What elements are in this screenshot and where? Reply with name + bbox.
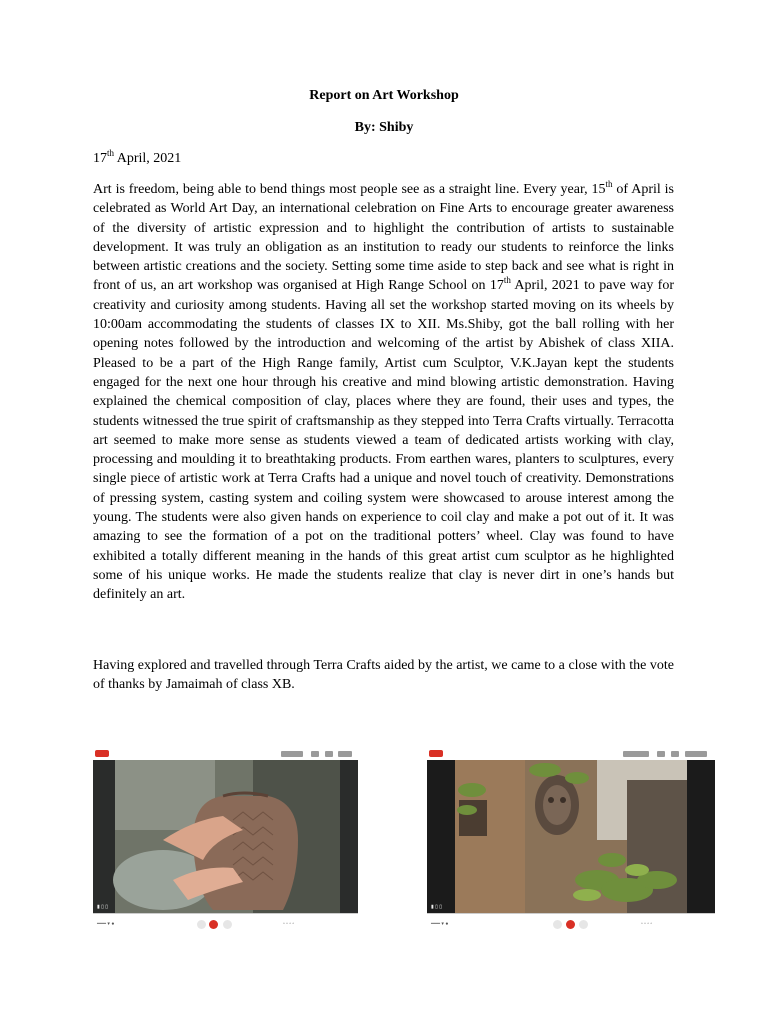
date-rest: April, 2021 (114, 151, 182, 166)
meeting-details-text: ━━━ ▾ ● (97, 921, 115, 927)
date-suffix: th (107, 148, 115, 158)
meeting-actions-text: ▫ ▫ ▫ ▫ (283, 921, 295, 927)
mic-icon (197, 920, 206, 929)
date-day: 17 (93, 151, 107, 166)
workshop-photo-terracotta (427, 748, 715, 936)
paragraph-1-part-2: of April is celebrated as World Art Day, an international celebration on Fine Arts to encourage greater awareness of the diversity of artistic expression and to highlight the contribution of artists to sustainable development. It was truly an obligation as an institution to ready our students to reinforce the links between artistic creations and the society. Setting some time aside to step back and see what is right in front of us, an art workshop was organised at High Range School on 17 (93, 182, 675, 294)
meeting-control-bar (427, 913, 715, 936)
terracotta-video-frame (427, 760, 715, 914)
paragraph-2: Having explored and travelled through Terra Crafts aided by the artist, we came to a close with the vote of thanks by Jamaimah of class XB. (93, 658, 674, 693)
meeting-details-text: ━━━ ▾ ● (431, 921, 449, 927)
recording-indicator (429, 750, 443, 757)
workshop-photo-pottery (93, 748, 358, 936)
participant-label: ▮ ▯ ▯ (431, 904, 443, 910)
camera-icon (579, 920, 588, 929)
paragraph-1-sup-2: th (503, 275, 511, 286)
end-call-icon (209, 920, 218, 929)
paragraph-1 (93, 180, 674, 605)
meeting-actions-text: ▫ ▫ ▫ ▫ (641, 921, 653, 927)
paragraph-1-part-1: Art is freedom, being able to bend things most people see as a straight line. Every year, 15 (93, 182, 606, 197)
mic-icon (553, 920, 562, 929)
paragraph-1-sup-1: th (605, 179, 613, 189)
report-date (93, 148, 182, 167)
participant-label: ▮ ▯ ▯ (97, 904, 109, 910)
meeting-control-bar (93, 913, 358, 936)
report-byline: By: Shiby (354, 120, 414, 135)
camera-icon (223, 920, 232, 929)
end-call-icon (566, 920, 575, 929)
report-title: Report on Art Workshop (309, 88, 459, 103)
paragraph-1-part-3: April, 2021 to pave way for creativity and curiosity among students. Having all set the workshop started moving on its wheels by 10:00am accommodating the students of classes IX to XII. Ms.Shiby, got the ball rolling with her opening notes followed by the introduction and welcoming of the artist by Abishek of class XIIA. Pleased to be a part of the High Range family, Artist cum Sculptor, V.K.Jayan kept the students engaged for the next one hour through his creative and mind blowing artistic demonstration. Having explained the chemical composition of clay, places where they are found, their uses and types, the students witnessed the true spirit of craftsmanship as they stepped into Terra Crafts virtually. Terracotta art seemed to make more sense as students viewed a team of dedicated artists working with clay, processing and moulding it to breathtaking products. From earthen wares, planters to sculptures, every single piece of artistic work at Terra Crafts had a unique and novel touch of creativity. Demonstrations of pressing system, casting system and coiling system were showcased to arouse interest among the young. The students were also given hands on experience to coil clay and make a pot out of it. It was amazing to see the formation of a pot on the traditional potters’ wheel. Clay was found to have exhibited a totally different meaning in the hands of this great artist cum sculptor as he highlighted some of his unique works. He made the students realize that clay is never dirt in one’s hands but definitely an art. (93, 278, 674, 603)
pottery-video-frame (93, 760, 358, 914)
recording-indicator (95, 750, 109, 757)
